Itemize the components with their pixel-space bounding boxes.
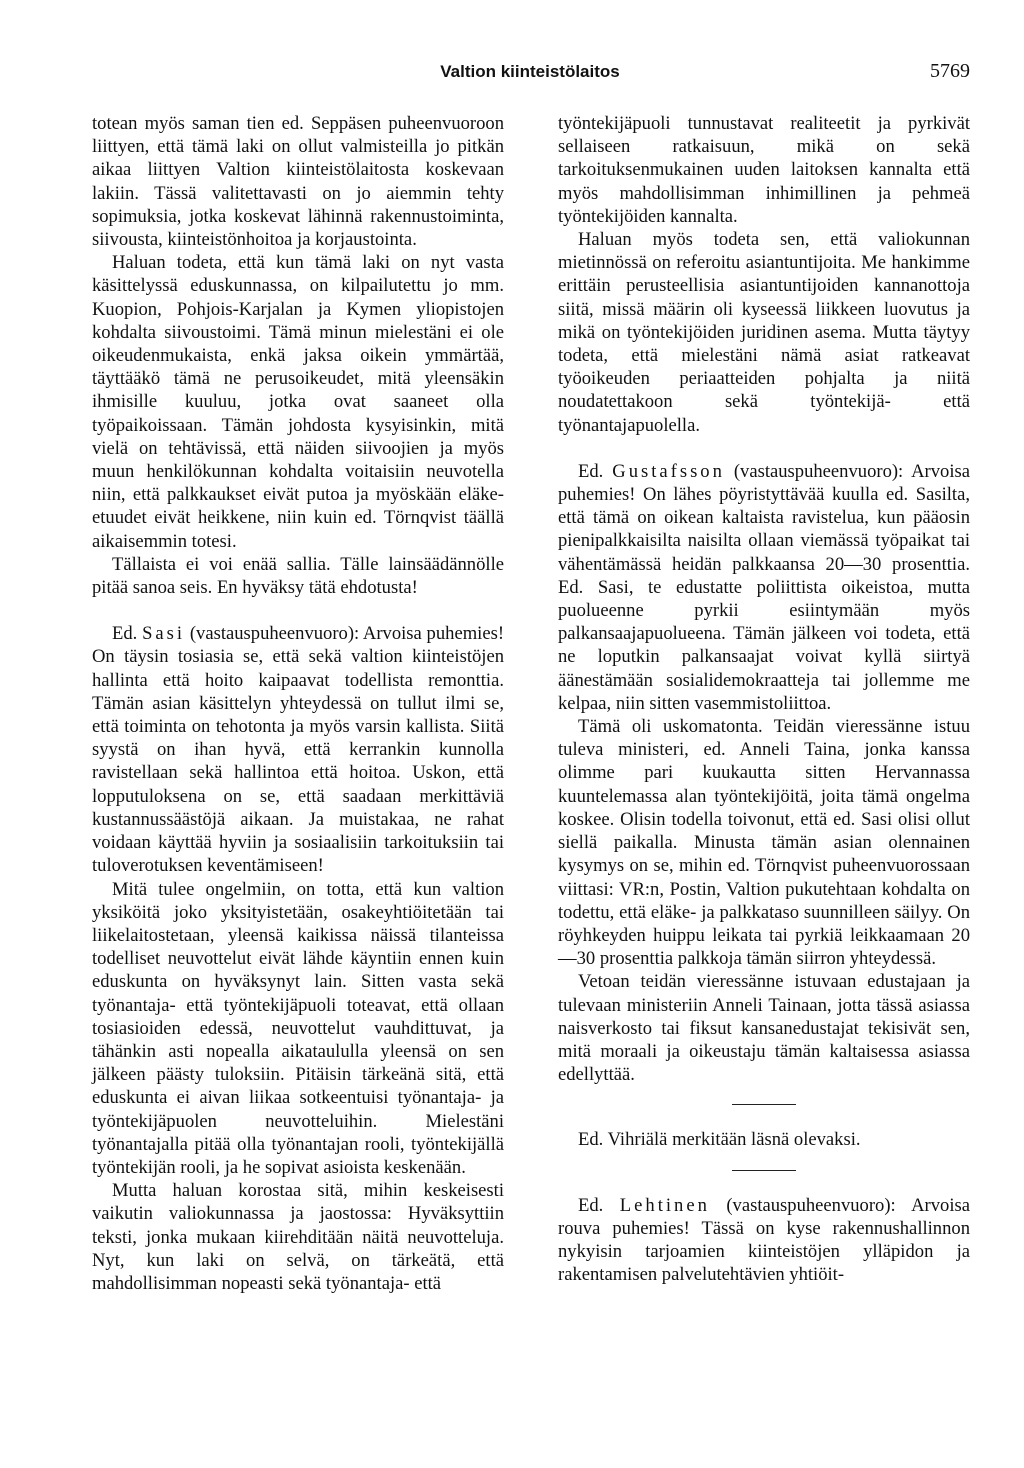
speaker-name: Sasi xyxy=(142,623,186,645)
speaker-prefix: Ed. xyxy=(578,460,604,482)
speech-text: (vastauspuheenvuoro): Arvoisa puhemies! On täysin tosiasia se, että sekä valtion kiinteistöjen hallinta että hoito kaipaavat todellista remonttia. Tämän asian käsittelyn yhteydessä on tullut ilmi se, että toiminta on tehotonta ja myös varsin kallista. Siitä syystä on ihan hyvä, että kerrankin kunnolla ravistellaan sekä hallintoa että hoitoa. Uskon, että lopputuloksena on se, että saadaan merkittäviä kustannussäästöjä aikaan. Ja muistakaa, ne rahat voidaan käyttää hyviin ja sosiaalisiin tarkoituksiin tai tuloverotuksen keventämiseen! xyxy=(92,623,505,877)
speaker-name: Gustafsson xyxy=(612,460,725,482)
paragraph: Tällaista ei voi enää sallia. Tälle lainsäädännölle pitää sanoa seis. En hyväksy tätä ehdotusta! xyxy=(92,553,504,599)
left-column xyxy=(92,112,504,1295)
paragraph: Mitä tulee ongelmiin, on totta, että kun valtion yksiköitä joko yksityistetään, osakeyhtiöitetään tai liikelaitostetaan, yleensä kaikissa näissä tilanteissa todelliset neuvottelut eivät lähde käyntiin ennen kuin eduskunta on hyväksynyt lain. Sitten vasta sekä työnantaja- että työntekijäpuoli toteavat, että ollaan tosiasioiden edessä, neuvottelut vauhdittuvat, ja tähänkin asti nopealla aikataululla yleensä on sen jälkeen päästy tuloksiin. Pitäisin tärkeänä sitä, että eduskunta ei aivan liikaa sotkeentuisi työnantaja- ja työntekijäpuolen neuvotteluihin. Mielestäni työnantajalla pitää olla työnantajan rooli, työntekijällä työntekijän rooli, ja he sopivat asioista keskenään. xyxy=(92,878,504,1178)
paragraph: totean myös saman tien ed. Seppäsen puheenvuoroon liittyen, että tämä laki on ollut valmisteilla jo pitkän aikaa liittyen Valtion kiinteistölaitosta koskevaan lakiin. Tässä valitettavasti on jo aiemmin tehty sopimuksia, jotka koskevat lähinnä rakennustoiminta, siivousta, kiinteistönhoitoa ja korjaustointa. xyxy=(92,113,504,251)
paragraph: Mutta haluan korostaa sitä, mihin keskeisesti vaikutin valiokunnassa ja jaostossa: Hyväksyttiin teksti, jonka mukaan kiirehditään näitä neuvotteluja. Nyt, kun laki on selvä, on tärkeätä, että mahdollisimman nopeasti sekä työnantaja- että xyxy=(92,1180,504,1294)
attendance-note: Ed. Vihriälä merkitään läsnä olevaksi. xyxy=(578,1129,861,1151)
paragraph: Tämä oli uskomatonta. Teidän vieressänne istuu tuleva ministeri, ed. Anneli Taina, jonka kanssa olimme pari kuukautta sitten Hervannassa kuuntelemassa alan työntekijöitä, joita tämä ongelma koskee. Olisin todella toivonut, että ed. Sasi olisi ollut siellä paikalla. Minusta tämän asian olennainen kysymys on se, mihin ed. Törnqvist puheenvuorossaan viittasi: VR:n, Postin, Valtion pukutehtaan kohdalta on todettu, että eläke- ja palkkataso suunnilleen säilyy. On röyhkeyden huippu leikata tai pyrkiä leikkaamaan 20—30 prosenttia palkkoja tämän siirron yhteydessä. xyxy=(558,716,970,970)
speaker-prefix: Ed. xyxy=(112,623,138,645)
speech-text: (vastauspuheenvuoro): Arvoisa rouva puhemies! Tässä on kyse rakennushallinnon nykyisin tarjoamien kiinteistöjen ylläpidon ja rakentamisen palvelutehtävien yhtiöit- xyxy=(558,1194,971,1286)
page-number: 5769 xyxy=(930,60,970,82)
section-divider xyxy=(732,1104,796,1105)
speaker-paragraph xyxy=(558,460,970,715)
section-divider xyxy=(732,1170,796,1171)
paragraph: Haluan myös todeta sen, että valiokunnan mietinnössä on referoitu asiantuntijoita. Me hankimme erittäin perusteellisia asiantuntijoiden kannanottoja siitä, missä määrin oli kyseessä liikkeen luovutus ja mikä on työntekijöiden juridinen asema. Mutta täytyy todeta, että mielestäni nämä asiat ratkeavat työoikeuden periaatteiden pohjalta ja niitä noudatettakoon sekä työntekijä- että työnantajapuolella. xyxy=(558,229,970,436)
paragraph: Haluan todeta, että kun tämä laki on nyt vasta käsittelyssä eduskunnassa, on kilpailutettu jo mm. Kuopion, Pohjois-Karjalan ja Kymen yliopistojen kohdalta siivoustoimi. Tämä minun mielestäni ei ole oikeudenmukaista, enkä jaksa oikein ymmärtää, täyttääkö tämä ne perusoikeudet, mitä yleensäkin ihmisille kuuluu, jotka ovat saaneet olla työpaikoissaan. Tämän johdosta kysyisinkin, mitä vielä on tehtävissä, että näiden siivoojien ja myös muun henkilökunnan kohdalta voitaisiin neuvotella niin, että palkkaukset eivät putoa ja myöskään eläke-etuudet eivät heikkene, niin kuin ed. Törnqvist täällä aikaisemmin totesi. xyxy=(92,252,504,552)
speech-text: (vastauspuheenvuoro): Arvoisa puhemies! On lähes pöyristyttävää kuulla ed. Sasilta, että tämä on oikean kaltaista ravistelua, kun pääosin pienipalkkaisilta naisilta ollaan viemässä työpaikat tai vähentämässä heidän palkkaansa 20—30 prosenttia. Ed. Sasi, te edustatte poliittista oikeistoa, mutta puolueenne pyrkii esiintymään myös palkansaajapuolueena. Tämän jälkeen voi todeta, että ne loputkin palkansaajat voivat kyllä siirtyä äänestämään sosialidemokraatteja tai jollemme me kelpaa, niin sitten vasemmistoliittoa. xyxy=(558,460,971,714)
paragraph: työntekijäpuoli tunnustavat realiteetit ja pyrkivät sellaiseen ratkaisuun, mikä on sekä tarkoituksenmukainen uuden laitoksen kannalta että myös mahdollisimman inhimillinen ja pehmeä työntekijöiden kannalta. xyxy=(558,113,970,227)
speaker-prefix: Ed. xyxy=(578,1194,604,1216)
right-column xyxy=(558,112,970,1286)
page-header xyxy=(90,58,970,88)
speaker-paragraph xyxy=(92,622,504,877)
paragraph: Vetoan teidän vieressänne istuvaan edustajaan ja tulevaan ministeriin Anneli Tainaan, jotta tässä asiassa naisverkosto tai fiksut kansanedustajat tekisivät sen, mitä moraali ja oikeustaju tämän kaltaisessa asiassa edellyttää. xyxy=(558,971,970,1086)
running-title: Valtion kiinteistölaitos xyxy=(440,62,620,81)
speaker-name: Lehtinen xyxy=(619,1194,710,1216)
speaker-paragraph xyxy=(558,1194,970,1287)
